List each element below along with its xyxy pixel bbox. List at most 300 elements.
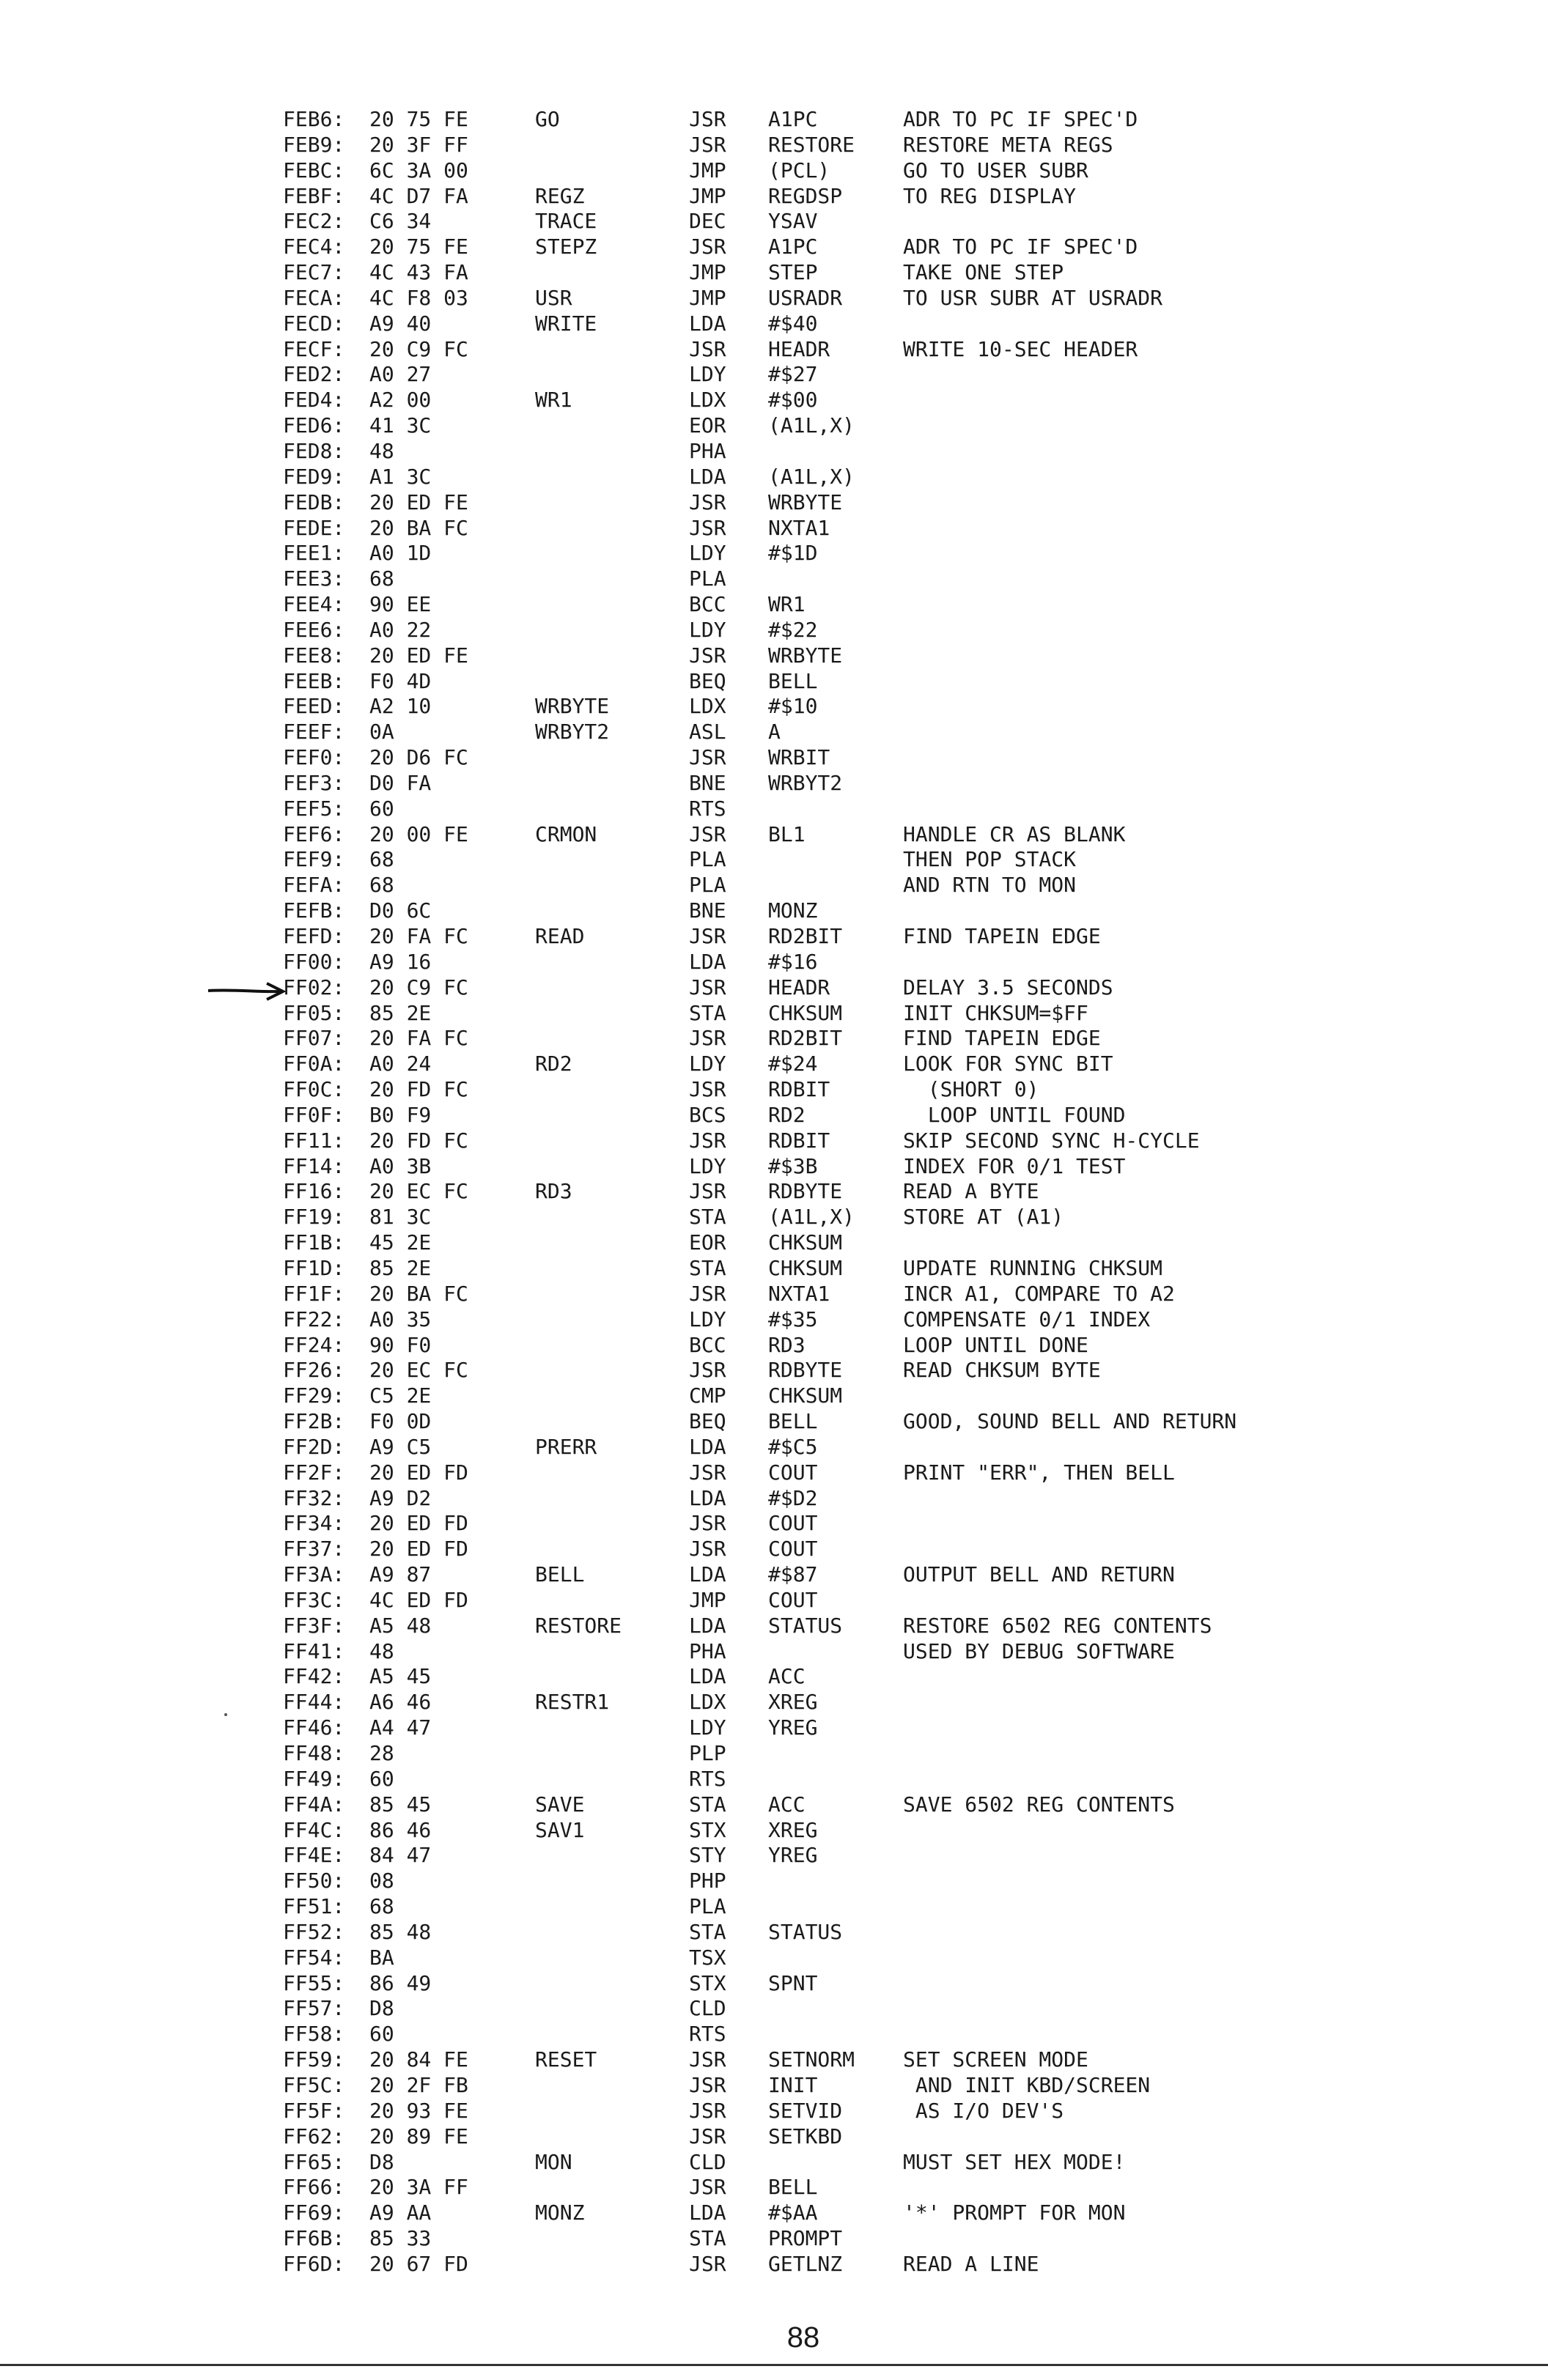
listing-op: JSR: [689, 336, 726, 361]
listing-op: LDY: [689, 1153, 726, 1178]
listing-operand: SETNORM: [768, 2047, 855, 2072]
listing-addr: FF29:: [283, 1383, 345, 1408]
listing-op: LDY: [689, 362, 726, 387]
listing-line: [283, 1920, 1529, 1945]
listing-addr: FF4E:: [283, 1843, 345, 1868]
listing-line: [283, 1614, 1529, 1639]
listing-addr: FEF6:: [283, 821, 345, 846]
listing-line: [283, 873, 1529, 898]
listing-line: [283, 1460, 1529, 1486]
listing-bytes: A0 22: [369, 617, 432, 642]
listing-op: LDA: [689, 1613, 726, 1638]
listing-operand: RD2: [768, 1102, 806, 1127]
listing-bytes: 85 48: [369, 1919, 432, 1944]
listing-line: [283, 1103, 1529, 1128]
listing-addr: FECF:: [283, 336, 345, 361]
listing-label: WRBYT2: [535, 720, 610, 744]
listing-addr: FF46:: [283, 1715, 345, 1740]
listing-operand: SETVID: [768, 2098, 843, 2123]
listing-comment: RESTORE 6502 REG CONTENTS: [903, 1613, 1212, 1638]
listing-operand: MONZ: [768, 898, 818, 923]
listing-line: [283, 541, 1529, 566]
listing-op: JMP: [689, 158, 726, 182]
listing-operand: COUT: [768, 1460, 818, 1485]
listing-label: RESET: [535, 2047, 597, 2072]
listing-bytes: A0 27: [369, 362, 432, 387]
listing-line: [283, 822, 1529, 848]
listing-operand: A: [768, 720, 781, 744]
listing-bytes: 60: [369, 2022, 394, 2047]
listing-bytes: A6 46: [369, 1690, 432, 1715]
listing-addr: FF1D:: [283, 1255, 345, 1280]
listing-addr: FEC7:: [283, 260, 345, 285]
listing-operand: XREG: [768, 1690, 818, 1715]
listing-line: [283, 1562, 1529, 1588]
listing-comment: (SHORT 0): [903, 1077, 1039, 1102]
listing-bytes: 86 49: [369, 1970, 432, 1995]
listing-op: LDY: [689, 541, 726, 566]
listing-op: JMP: [689, 285, 726, 310]
listing-comment: AND RTN TO MON: [903, 873, 1077, 898]
listing-bytes: 84 47: [369, 1843, 432, 1868]
listing-op: JSR: [689, 1077, 726, 1102]
listing-op: BCC: [689, 1332, 726, 1357]
listing-addr: FEF9:: [283, 847, 345, 872]
listing-bytes: 85 45: [369, 1792, 432, 1817]
listing-op: LDX: [689, 694, 726, 719]
listing-addr: FF6B:: [283, 2226, 345, 2251]
listing-operand: YREG: [768, 1843, 818, 1868]
listing-op: JSR: [689, 1511, 726, 1536]
right-arrow-icon: [207, 980, 287, 1002]
listing-bytes: F0 4D: [369, 668, 432, 693]
listing-addr: FF5F:: [283, 2098, 345, 2123]
listing-operand: (A1L,X): [768, 413, 855, 438]
listing-addr: FF3C:: [283, 1587, 345, 1612]
listing-line: [283, 1588, 1529, 1614]
listing-op: TSX: [689, 1945, 726, 1970]
listing-line: [283, 1664, 1529, 1690]
listing-op: JSR: [689, 2047, 726, 2072]
listing-op: JSR: [689, 2072, 726, 2097]
listing-bytes: A2 00: [369, 388, 432, 413]
listing-addr: FF37:: [283, 1537, 345, 1562]
listing-line: [283, 2252, 1529, 2277]
listing-comment: USED BY DEBUG SOFTWARE: [903, 1638, 1175, 1663]
listing-op: BEQ: [689, 1409, 726, 1434]
listing-line: [283, 1486, 1529, 1512]
listing-addr: FF02:: [283, 975, 345, 999]
listing-bytes: 20 BA FC: [369, 515, 468, 540]
listing-comment: TO USR SUBR AT USRADR: [903, 285, 1163, 310]
listing-op: LDA: [689, 1434, 726, 1459]
listing-op: JSR: [689, 1128, 726, 1153]
listing-label: RESTORE: [535, 1613, 622, 1638]
listing-op: JSR: [689, 643, 726, 668]
listing-addr: FED9:: [283, 464, 345, 489]
listing-line: [283, 1052, 1529, 1077]
listing-comment: INIT CHKSUM=$FF: [903, 1000, 1088, 1025]
listing-bytes: 85 33: [369, 2226, 432, 2251]
listing-bytes: 20 3A FF: [369, 2175, 468, 2200]
listing-addr: FF0F:: [283, 1102, 345, 1127]
listing-line: [283, 286, 1529, 311]
assembly-listing: [283, 107, 1529, 2277]
listing-bytes: 20 ED FE: [369, 489, 468, 514]
listing-operand: COUT: [768, 1587, 818, 1612]
listing-line: [283, 133, 1529, 158]
listing-line: [283, 158, 1529, 184]
listing-bytes: 08: [369, 1869, 394, 1893]
listing-addr: FF66:: [283, 2175, 345, 2200]
listing-comment: INCR A1, COMPARE TO A2: [903, 1281, 1175, 1306]
listing-line: [283, 1358, 1529, 1383]
listing-operand: CHKSUM: [768, 1383, 843, 1408]
listing-addr: FF32:: [283, 1485, 345, 1510]
listing-op: JSR: [689, 821, 726, 846]
listing-comment: HANDLE CR AS BLANK: [903, 821, 1126, 846]
listing-bytes: 20 2F FB: [369, 2072, 468, 2097]
listing-bytes: B0 F9: [369, 1102, 432, 1127]
listing-operand: STATUS: [768, 1613, 843, 1638]
listing-op: JSR: [689, 2175, 726, 2200]
listing-addr: FF24:: [283, 1332, 345, 1357]
listing-bytes: 20 75 FE: [369, 107, 468, 131]
listing-op: STA: [689, 2226, 726, 2251]
listing-addr: FF55:: [283, 1970, 345, 1995]
listing-op: JSR: [689, 107, 726, 131]
listing-operand: RDBYTE: [768, 1179, 843, 1204]
listing-bytes: 20 C9 FC: [369, 975, 468, 999]
listing-op: PHP: [689, 1869, 726, 1893]
listing-bytes: 68: [369, 1894, 394, 1919]
listing-addr: FEDE:: [283, 515, 345, 540]
listing-bytes: 20 FD FC: [369, 1077, 468, 1102]
listing-addr: FF62:: [283, 2124, 345, 2148]
listing-label: SAVE: [535, 1792, 585, 1817]
listing-addr: FEE3:: [283, 566, 345, 591]
listing-op: LDY: [689, 1307, 726, 1331]
listing-op: JSR: [689, 2251, 726, 2276]
listing-op: JMP: [689, 183, 726, 208]
listing-line: [283, 311, 1529, 337]
listing-line: [283, 2150, 1529, 2176]
listing-label: RD3: [535, 1179, 572, 1204]
listing-operand: #$00: [768, 388, 818, 413]
listing-comment: READ A BYTE: [903, 1179, 1039, 1204]
listing-bytes: 60: [369, 1766, 394, 1791]
listing-op: LDX: [689, 388, 726, 413]
listing-line: [283, 797, 1529, 822]
listing-bytes: 20 ED FD: [369, 1460, 468, 1485]
listing-bytes: 60: [369, 796, 394, 821]
listing-operand: YSAV: [768, 209, 818, 234]
listing-line: [283, 1715, 1529, 1741]
listing-addr: FF0A:: [283, 1052, 345, 1076]
listing-addr: FEEB:: [283, 668, 345, 693]
listing-bytes: A9 16: [369, 949, 432, 974]
listing-operand: BELL: [768, 668, 818, 693]
listing-addr: FF59:: [283, 2047, 345, 2072]
listing-line: [283, 1128, 1529, 1154]
listing-operand: COUT: [768, 1511, 818, 1536]
listing-label: WRITE: [535, 311, 597, 336]
listing-bytes: D0 6C: [369, 898, 432, 923]
listing-addr: FF6D:: [283, 2251, 345, 2276]
listing-bytes: 4C 43 FA: [369, 260, 468, 285]
listing-bytes: A0 35: [369, 1307, 432, 1331]
listing-comment: AND INIT KBD/SCREEN: [903, 2072, 1151, 2097]
listing-addr: FF42:: [283, 1664, 345, 1689]
listing-operand: #$1D: [768, 541, 818, 566]
listing-line: [283, 618, 1529, 643]
listing-line: [283, 1179, 1529, 1205]
listing-addr: FF65:: [283, 2149, 345, 2174]
listing-bytes: 45 2E: [369, 1230, 432, 1255]
listing-line: [283, 2073, 1529, 2099]
listing-op: STY: [689, 1843, 726, 1868]
listing-operand: NXTA1: [768, 515, 830, 540]
listing-addr: FF14:: [283, 1153, 345, 1178]
listing-addr: FF05:: [283, 1000, 345, 1025]
listing-op: JMP: [689, 260, 726, 285]
listing-line: [283, 950, 1529, 975]
listing-operand: RDBIT: [768, 1077, 830, 1102]
listing-addr: FEE4:: [283, 592, 345, 617]
listing-bytes: A9 C5: [369, 1434, 432, 1459]
listing-addr: FECD:: [283, 311, 345, 336]
listing-op: STX: [689, 1817, 726, 1842]
listing-op: PLA: [689, 1894, 726, 1919]
listing-addr: FED6:: [283, 413, 345, 438]
listing-line: [283, 362, 1529, 388]
listing-addr: FEE8:: [283, 643, 345, 668]
listing-line: [283, 388, 1529, 413]
listing-addr: FEF0:: [283, 745, 345, 770]
listing-bytes: 48: [369, 1638, 394, 1663]
listing-comment: '*' PROMPT FOR MON: [903, 2200, 1126, 2225]
listing-op: STX: [689, 1970, 726, 1995]
listing-bytes: A0 24: [369, 1052, 432, 1076]
listing-addr: FF19:: [283, 1205, 345, 1230]
listing-operand: WRBIT: [768, 745, 830, 770]
listing-bytes: A9 87: [369, 1562, 432, 1587]
listing-operand: #$AA: [768, 2200, 818, 2225]
listing-operand: #$D2: [768, 1485, 818, 1510]
listing-addr: FF34:: [283, 1511, 345, 1536]
listing-op: JSR: [689, 975, 726, 999]
listing-addr: FF3F:: [283, 1613, 345, 1638]
listing-operand: CHKSUM: [768, 1000, 843, 1025]
listing-op: JSR: [689, 515, 726, 540]
listing-operand: CHKSUM: [768, 1255, 843, 1280]
listing-addr: FEB9:: [283, 132, 345, 157]
listing-operand: WR1: [768, 592, 806, 617]
listing-line: [283, 490, 1529, 516]
listing-comment: GOOD, SOUND BELL AND RETURN: [903, 1409, 1237, 1434]
listing-op: LDY: [689, 617, 726, 642]
listing-comment: OUTPUT BELL AND RETURN: [903, 1562, 1175, 1587]
listing-bytes: 20 EC FC: [369, 1179, 468, 1204]
listing-operand: ACC: [768, 1664, 806, 1689]
listing-bytes: A9 40: [369, 311, 432, 336]
listing-line: [283, 1333, 1529, 1359]
listing-bytes: A0 1D: [369, 541, 432, 566]
listing-op: RTS: [689, 796, 726, 821]
listing-op: LDA: [689, 1485, 726, 1510]
listing-operand: #$3B: [768, 1153, 818, 1178]
listing-op: LDA: [689, 1664, 726, 1689]
listing-bytes: BA: [369, 1945, 394, 1970]
listing-op: JSR: [689, 1026, 726, 1051]
listing-line: [283, 1818, 1529, 1844]
listing-bytes: 68: [369, 847, 394, 872]
listing-operand: INIT: [768, 2072, 818, 2097]
listing-comment: PRINT "ERR", THEN BELL: [903, 1460, 1175, 1485]
listing-comment: TAKE ONE STEP: [903, 260, 1064, 285]
listing-operand: REGDSP: [768, 183, 843, 208]
listing-label: MONZ: [535, 2200, 585, 2225]
listing-addr: FEC4:: [283, 234, 345, 259]
listing-bytes: A4 47: [369, 1715, 432, 1740]
listing-line: [283, 2099, 1529, 2124]
listing-label: PRERR: [535, 1434, 597, 1459]
listing-bytes: 20 00 FE: [369, 821, 468, 846]
listing-addr: FECA:: [283, 285, 345, 310]
listing-op: PHA: [689, 1638, 726, 1663]
listing-operand: WRBYTE: [768, 643, 843, 668]
listing-comment: READ A LINE: [903, 2251, 1039, 2276]
listing-operand: COUT: [768, 1537, 818, 1562]
listing-op: PLA: [689, 847, 726, 872]
listing-line: [283, 2124, 1529, 2150]
listing-bytes: A1 3C: [369, 464, 432, 489]
listing-line: [283, 694, 1529, 720]
listing-op: BEQ: [689, 668, 726, 693]
listing-line: [283, 924, 1529, 950]
listing-bytes: 0A: [369, 720, 394, 744]
listing-op: JSR: [689, 132, 726, 157]
listing-op: LDY: [689, 1052, 726, 1076]
listing-op: JSR: [689, 1281, 726, 1306]
listing-op: EOR: [689, 1230, 726, 1255]
listing-bytes: 28: [369, 1741, 394, 1765]
listing-op: ASL: [689, 720, 726, 744]
listing-comment: AS I/O DEV'S: [903, 2098, 1064, 2123]
listing-operand: XREG: [768, 1817, 818, 1842]
listing-addr: FEFB:: [283, 898, 345, 923]
listing-addr: FEF3:: [283, 770, 345, 795]
listing-label: READ: [535, 924, 585, 948]
listing-op: RTS: [689, 1766, 726, 1791]
listing-comment: SAVE 6502 REG CONTENTS: [903, 1792, 1175, 1817]
listing-operand: RDBIT: [768, 1128, 830, 1153]
listing-bytes: 20 EC FC: [369, 1358, 468, 1383]
listing-bytes: A5 48: [369, 1613, 432, 1638]
listing-label: WRBYTE: [535, 694, 610, 719]
listing-addr: FF2B:: [283, 1409, 345, 1434]
listing-addr: FEFD:: [283, 924, 345, 948]
listing-line: [283, 2047, 1529, 2073]
listing-line: [283, 669, 1529, 695]
listing-addr: FEDB:: [283, 489, 345, 514]
listing-line: [283, 2200, 1529, 2226]
listing-addr: FF1F:: [283, 1281, 345, 1306]
listing-addr: FF52:: [283, 1919, 345, 1944]
listing-operand: STEP: [768, 260, 818, 285]
listing-op: PLP: [689, 1741, 726, 1765]
listing-op: CLD: [689, 2149, 726, 2174]
listing-addr: FEEF:: [283, 720, 345, 744]
listing-line: [283, 1971, 1529, 1997]
listing-operand: CHKSUM: [768, 1230, 843, 1255]
listing-bytes: 68: [369, 873, 394, 898]
listing-operand: PROMPT: [768, 2226, 843, 2251]
listing-line: [283, 413, 1529, 439]
listing-bytes: 20 89 FE: [369, 2124, 468, 2148]
listing-addr: FF54:: [283, 1945, 345, 1970]
listing-line: [283, 847, 1529, 873]
listing-line: [283, 516, 1529, 542]
listing-addr: FEFA:: [283, 873, 345, 898]
listing-comment: FIND TAPEIN EDGE: [903, 1026, 1101, 1051]
listing-line: [283, 643, 1529, 669]
listing-bytes: 20 BA FC: [369, 1281, 468, 1306]
listing-comment: ADR TO PC IF SPEC'D: [903, 234, 1138, 259]
listing-addr: FF1B:: [283, 1230, 345, 1255]
listing-op: JSR: [689, 489, 726, 514]
listing-operand: BL1: [768, 821, 806, 846]
listing-comment: SKIP SECOND SYNC H-CYCLE: [903, 1128, 1200, 1153]
listing-bytes: A5 45: [369, 1664, 432, 1689]
listing-comment: INDEX FOR 0/1 TEST: [903, 1153, 1126, 1178]
listing-op: LDY: [689, 1715, 726, 1740]
listing-bytes: D8: [369, 2149, 394, 2174]
listing-line: [283, 1894, 1529, 1920]
listing-line: [283, 1282, 1529, 1307]
listing-op: JMP: [689, 1587, 726, 1612]
listing-op: BNE: [689, 770, 726, 795]
listing-op: STA: [689, 1000, 726, 1025]
listing-bytes: C5 2E: [369, 1383, 432, 1408]
listing-line: [283, 1001, 1529, 1027]
listing-op: JSR: [689, 1179, 726, 1204]
listing-comment: WRITE 10-SEC HEADER: [903, 336, 1138, 361]
listing-addr: FF26:: [283, 1358, 345, 1383]
listing-line: [283, 1026, 1529, 1052]
listing-addr: FF2F:: [283, 1460, 345, 1485]
listing-line: [283, 439, 1529, 465]
listing-operand: #$22: [768, 617, 818, 642]
listing-addr: FEBF:: [283, 183, 345, 208]
listing-op: CMP: [689, 1383, 726, 1408]
listing-operand: A1PC: [768, 234, 818, 259]
listing-label: RD2: [535, 1052, 572, 1076]
listing-addr: FED4:: [283, 388, 345, 413]
listing-op: JSR: [689, 924, 726, 948]
listing-operand: HEADR: [768, 975, 830, 999]
listing-line: [283, 184, 1529, 210]
listing-bytes: A9 AA: [369, 2200, 432, 2225]
listing-line: [283, 1690, 1529, 1715]
page-number: 88: [786, 2321, 820, 2354]
listing-operand: #$40: [768, 311, 818, 336]
listing-label: WR1: [535, 388, 572, 413]
listing-bytes: 68: [369, 566, 394, 591]
listing-bytes: 81 3C: [369, 1205, 432, 1230]
listing-line: [283, 107, 1529, 133]
listing-operand: SPNT: [768, 1970, 818, 1995]
